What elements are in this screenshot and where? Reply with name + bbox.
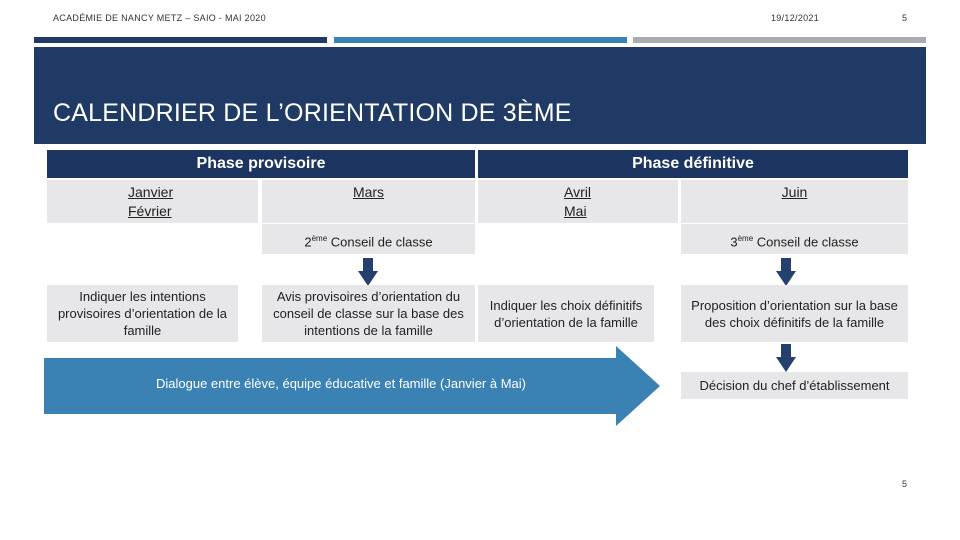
phase-definitive-header: Phase définitive [478, 150, 908, 178]
month-feb: Février [128, 203, 172, 219]
second-council-num: 2 [304, 234, 312, 250]
header-page-number: 5 [902, 13, 908, 23]
month-cell-apr-may [478, 180, 678, 223]
box-proposition: Proposition d’orientation sur la base des choix définitifs de la famille [681, 285, 908, 342]
month-cell-mar [262, 180, 475, 223]
box-intentions: Indiquer les intentions provisoires d’orientation de la famille [47, 285, 238, 342]
box-decision: Décision du chef d’établissement [681, 372, 908, 399]
second-council-sup: ème [311, 234, 328, 243]
month-jun: Juin [781, 184, 808, 200]
second-council-text: Conseil de classe [327, 234, 433, 250]
third-council-sup: ème [737, 234, 754, 243]
box-avis: Avis provisoires d’orientation du conseil de classe sur la base des intentions de la famille [262, 285, 475, 342]
phase-provisoire-header: Phase provisoire [47, 150, 475, 178]
third-council-num: 3 [730, 234, 738, 250]
month-cell-jan-feb [47, 180, 258, 223]
footer-page-number: 5 [902, 479, 908, 489]
third-council-cell [681, 224, 908, 254]
month-may: Mai [564, 203, 587, 219]
down-arrow-icon [776, 344, 796, 372]
page-title: CALENDRIER DE L’ORIENTATION DE 3ÈME [53, 99, 572, 127]
dialogue-text: Dialogue entre élève, équipe éducative et famille (Janvier à Mai) [156, 376, 526, 391]
decor-bar-gray [633, 37, 926, 43]
title-band [34, 47, 926, 144]
down-arrow-icon [358, 258, 378, 286]
decor-bar-dark [34, 37, 327, 43]
month-jan: Janvier [128, 184, 174, 200]
month-apr: Avril [564, 184, 591, 200]
box-choix: Indiquer les choix définitifs d’orientation de la famille [478, 285, 654, 342]
header-org-text: ACADÉMIE DE NANCY METZ – SAIO - MAI 2020 [53, 13, 266, 23]
down-arrow-icon [776, 258, 796, 286]
header-date: 19/12/2021 [771, 13, 820, 23]
third-council-text: Conseil de classe [753, 234, 859, 250]
decor-bar-blue [334, 37, 627, 43]
month-cell-jun [681, 180, 908, 223]
second-council-cell [262, 224, 475, 254]
month-mar: Mars [352, 184, 385, 200]
